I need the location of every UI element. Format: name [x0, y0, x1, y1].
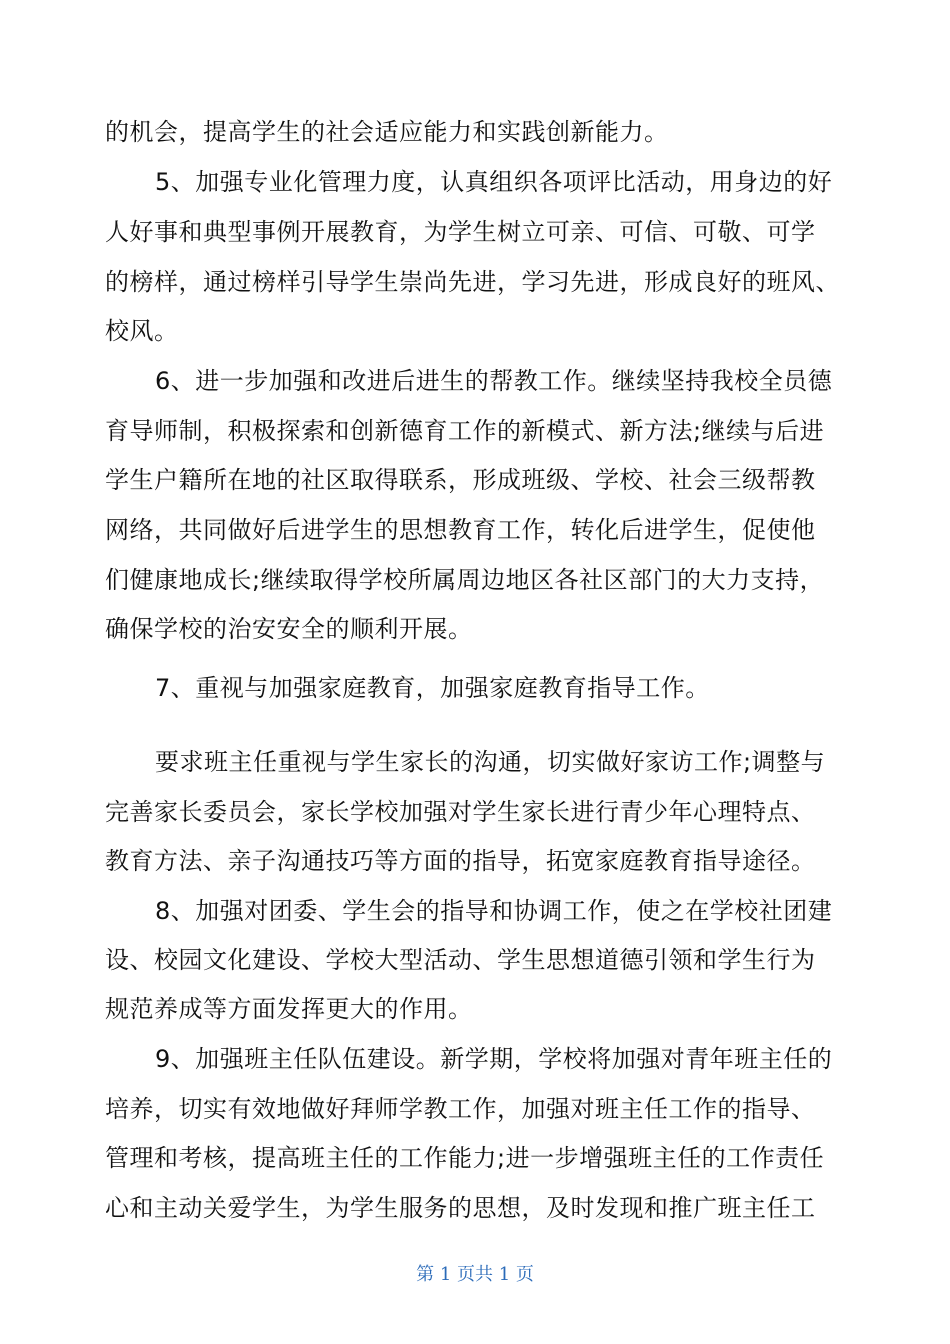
text-line: 规范养成等方面发挥更大的作用。 — [105, 995, 473, 1023]
text-line: 的榜样，通过榜样引导学生崇尚先进，学习先进，形成良好的班风、 — [105, 268, 840, 296]
text-line: 设、校园文化建设、学校大型活动、学生思想道德引领和学生行为 — [105, 946, 816, 974]
text-line: 心和主动关爱学生，为学生服务的思想，及时发现和推广班主任工 — [105, 1194, 816, 1222]
text-line: 学生户籍所在地的社区取得联系，形成班级、学校、社会三级帮教 — [105, 466, 816, 494]
text-line: 7、重视与加强家庭教育，加强家庭教育指导工作。 — [155, 674, 710, 702]
text-line: 们健康地成长;继续取得学校所属周边地区各社区部门的大力支持， — [105, 566, 825, 594]
text-line: 人好事和典型事例开展教育，为学生树立可亲、可信、可敬、可学 — [105, 218, 816, 246]
text-line: 5、加强专业化管理力度，认真组织各项评比活动，用身边的好 — [155, 168, 833, 196]
text-line: 确保学校的治安安全的顺利开展。 — [105, 615, 473, 643]
text-line: 育导师制，积极探索和创新德育工作的新模式、新方法;继续与后进 — [105, 417, 825, 445]
text-line: 培养，切实有效地做好拜师学教工作，加强对班主任工作的指导、 — [105, 1095, 816, 1123]
text-line: 8、加强对团委、学生会的指导和协调工作，使之在学校社团建 — [155, 897, 833, 925]
page-number-footer: 第 1 页共 1 页 — [416, 1264, 534, 1285]
text-line: 完善家长委员会，家长学校加强对学生家长进行青少年心理特点、 — [105, 798, 816, 826]
text-line: 的机会，提高学生的社会适应能力和实践创新能力。 — [105, 118, 669, 146]
text-line: 校风。 — [105, 317, 179, 345]
text-line: 管理和考核，提高班主任的工作能力;进一步增强班主任的工作责任 — [105, 1144, 825, 1172]
text-line: 网络，共同做好后进学生的思想教育工作，转化后进学生，促使他 — [105, 516, 816, 544]
text-line: 教育方法、亲子沟通技巧等方面的指导，拓宽家庭教育指导途径。 — [105, 847, 816, 875]
text-line: 9、加强班主任队伍建设。新学期，学校将加强对青年班主任的 — [155, 1045, 833, 1073]
text-line: 6、进一步加强和改进后进生的帮教工作。继续坚持我校全员德 — [155, 367, 833, 395]
text-line: 要求班主任重视与学生家长的沟通，切实做好家访工作;调整与 — [155, 748, 826, 776]
